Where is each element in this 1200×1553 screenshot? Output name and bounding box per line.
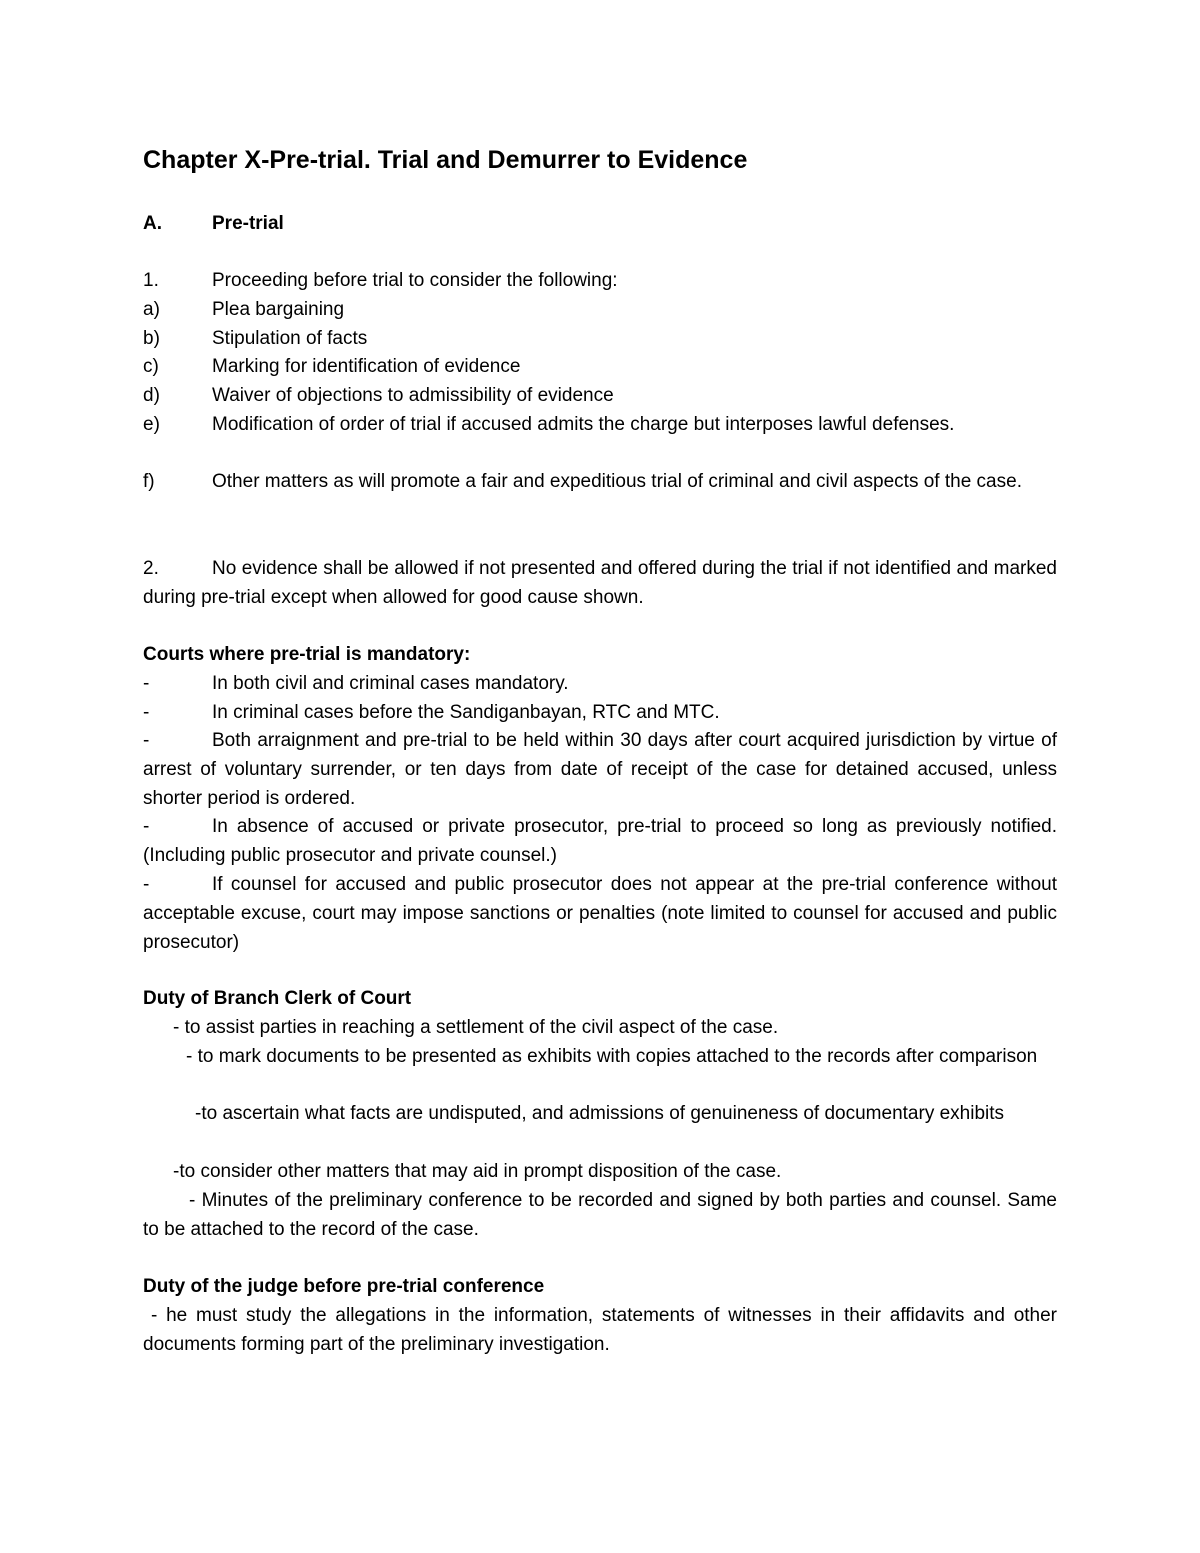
item-letter: f) [143, 471, 155, 492]
list-item [143, 353, 520, 381]
list-item [143, 468, 1057, 497]
item-text: In criminal cases before the Sandiganbayan, RTC and MTC. [212, 702, 720, 723]
list-item: - he must study the allegations in the information, statements of witnesses in their affidavits and other documents forming part of the preliminary investigation. [143, 1305, 1057, 1355]
list-item [143, 411, 1057, 440]
judge-heading: Duty of the judge before pre-trial conference [143, 1276, 545, 1297]
item-dash: - [143, 673, 150, 694]
list-item [143, 325, 367, 353]
clerk-heading: Duty of Branch Clerk of Court [143, 988, 412, 1009]
item-text: If counsel for accused and public prosecutor does not appear at the pre-trial conference without acceptable excuse, court may impose sanctions or penalties (note limited to counsel for accused and public prosecutor) [143, 874, 1057, 953]
list-item [143, 699, 720, 727]
item-dash: - [143, 730, 150, 751]
list-item: - to assist parties in reaching a settlement of the civil aspect of the case. [173, 1017, 779, 1038]
item-letter: a) [143, 299, 160, 320]
item-text: No evidence shall be allowed if not presented and offered during the trial if not identified and marked during pre-trial except when allowed for good cause shown. [143, 558, 1057, 608]
item-dash: - [143, 816, 150, 837]
item-text: Both arraignment and pre-trial to be held within 30 days after court acquired jurisdiction by virtue of arrest of voluntary surrender, or ten days from date of receipt of the case for detained accused, unless shorter period is ordered. [143, 730, 1057, 809]
section-label: Pre-trial [212, 213, 284, 234]
page-title: Chapter X-Pre-trial. Trial and Demurrer to Evidence [143, 146, 748, 174]
list-item [143, 267, 618, 295]
item-letter: b) [143, 328, 160, 349]
list-item [143, 727, 1057, 813]
list-item: -to consider other matters that may aid in prompt disposition of the case. [173, 1161, 782, 1182]
item-dash: - [143, 702, 150, 723]
item-letter: e) [143, 414, 160, 435]
item-text: Stipulation of facts [212, 328, 368, 349]
item-number: 1. [143, 270, 159, 291]
list-item: - Minutes of the preliminary conference to be recorded and signed by both parties and counsel. Same to be attached to the record of the case. [143, 1190, 1057, 1240]
item-text: Waiver of objections to admissibility of evidence [212, 385, 614, 406]
list-item: -to ascertain what facts are undisputed, and admissions of genuineness of documentary exhibits [195, 1103, 1005, 1124]
list-item [143, 382, 614, 410]
item-text: Plea bargaining [212, 299, 345, 320]
item-text: Other matters as will promote a fair and expeditious trial of criminal and civil aspects of the case. [212, 471, 1022, 492]
item-letter: c) [143, 356, 159, 377]
item-text: In absence of accused or private prosecutor, pre-trial to proceed so long as previously notified. (Including public prosecutor and private counsel.) [143, 816, 1057, 866]
item-text: Modification of order of trial if accused admits the charge but interposes lawful defenses. [212, 414, 955, 435]
list-item [143, 296, 344, 324]
item-letter: d) [143, 385, 160, 406]
list-item [143, 871, 1057, 957]
list-item [143, 670, 569, 698]
item-text: Proceeding before trial to consider the following: [212, 270, 618, 291]
section-marker: A. [143, 213, 162, 234]
section-a-heading [143, 210, 284, 238]
item-text: Marking for identification of evidence [212, 356, 521, 377]
item-text: In both civil and criminal cases mandatory. [212, 673, 569, 694]
list-item: - to mark documents to be presented as exhibits with copies attached to the records after comparison [186, 1046, 1038, 1067]
list-item [143, 813, 1057, 871]
item-number: 2. [143, 558, 159, 579]
item-dash: - [143, 874, 150, 895]
courts-heading: Courts where pre-trial is mandatory: [143, 644, 471, 665]
list-item [143, 555, 1057, 613]
